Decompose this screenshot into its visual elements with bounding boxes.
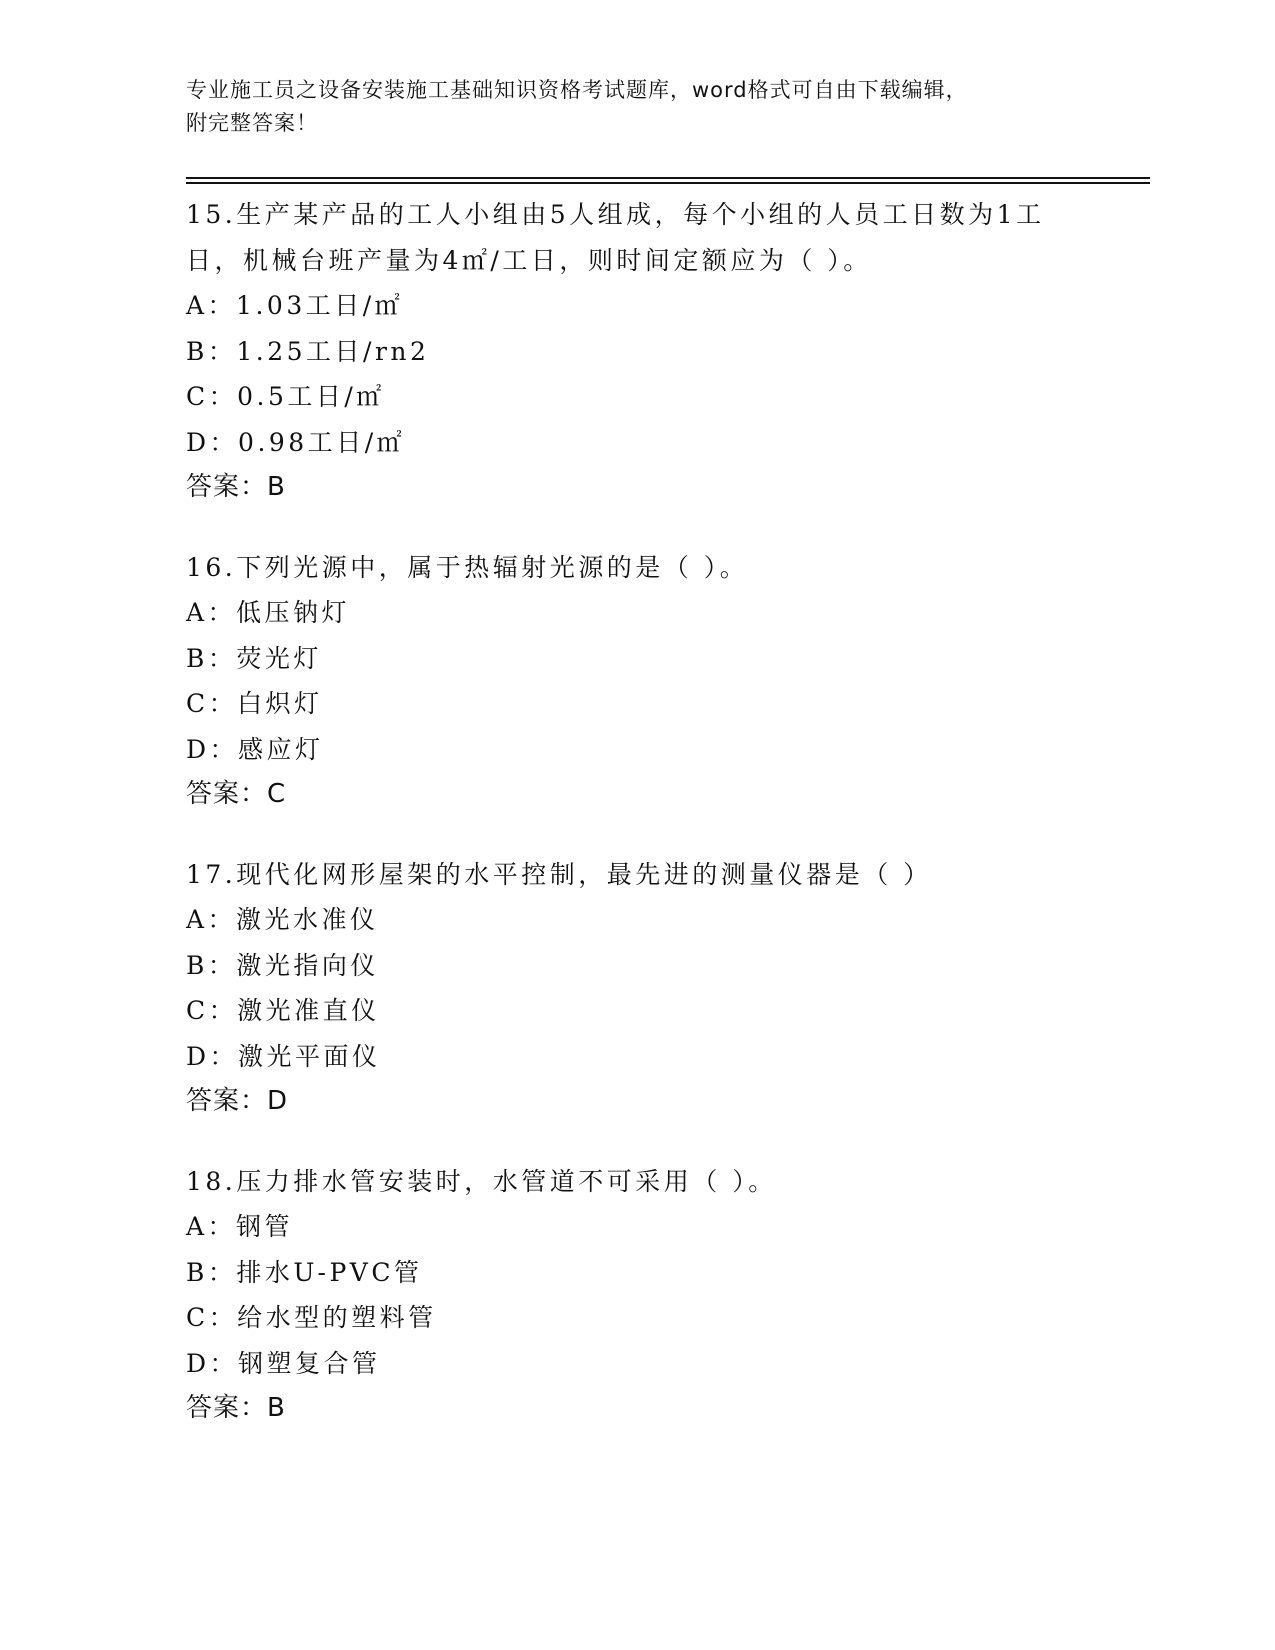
option-d: D：0.98工日/㎡ xyxy=(186,427,406,457)
answer: 答案：D xyxy=(186,1086,289,1116)
option-d: D：钢塑复合管 xyxy=(186,1348,381,1378)
header-line-2: 附完整答案！ xyxy=(186,111,318,135)
question-stem-line: 15.生产某产品的工人小组由5人组成，每个小组的人员工日数为1工 xyxy=(186,200,1045,229)
option-c: C：白炽灯 xyxy=(186,689,323,718)
header-divider-bottom xyxy=(186,182,1150,184)
option-b: B：1.25工日/rn2 xyxy=(186,336,430,366)
option-a: A：钢管 xyxy=(186,1212,294,1241)
option-a: A：1.03工日/㎡ xyxy=(186,291,404,320)
question-stem-line: 17.现代化网形屋架的水平控制，最先进的测量仪器是（ ） xyxy=(186,859,932,889)
answer: 答案：C xyxy=(186,779,287,809)
question-stem xyxy=(186,1159,1146,1205)
option-d: D：感应灯 xyxy=(186,734,324,764)
option-b: B：激光指向仪 xyxy=(186,950,379,980)
question-stem xyxy=(186,545,1146,591)
answer: 答案：B xyxy=(186,472,286,502)
question-16 xyxy=(186,545,1146,818)
option-b: B：排水U-PVC管 xyxy=(186,1257,423,1287)
header-line-1: 专业施工员之设备安装施工基础知识资格考试题库，word格式可自由下载编辑， xyxy=(186,78,968,102)
option-c: C：0.5工日/㎡ xyxy=(186,382,385,411)
option-b: B：荧光灯 xyxy=(186,643,322,673)
question-stem-line: 16.下列光源中，属于热辐射光源的是（ ）。 xyxy=(186,552,749,582)
question-stem xyxy=(186,852,1146,898)
option-c: C：激光准直仪 xyxy=(186,996,380,1025)
question-stem xyxy=(186,192,1146,283)
option-d: D：激光平面仪 xyxy=(186,1041,381,1071)
question-stem-line: 日，机械台班产量为4㎡/工日，则时间定额应为（ ）。 xyxy=(186,245,872,275)
question-15 xyxy=(186,192,1146,511)
option-a: A：低压钠灯 xyxy=(186,598,351,627)
question-list xyxy=(186,192,1146,1466)
option-c: C：给水型的塑料管 xyxy=(186,1303,437,1332)
question-stem-line: 18.压力排水管安装时，水管道不可采用（ ）。 xyxy=(186,1166,777,1196)
question-17 xyxy=(186,852,1146,1125)
question-18 xyxy=(186,1159,1146,1432)
answer: 答案：B xyxy=(186,1393,286,1423)
header-divider-top xyxy=(186,177,1150,179)
document-header xyxy=(186,74,1046,140)
option-a: A：激光水准仪 xyxy=(186,905,379,934)
